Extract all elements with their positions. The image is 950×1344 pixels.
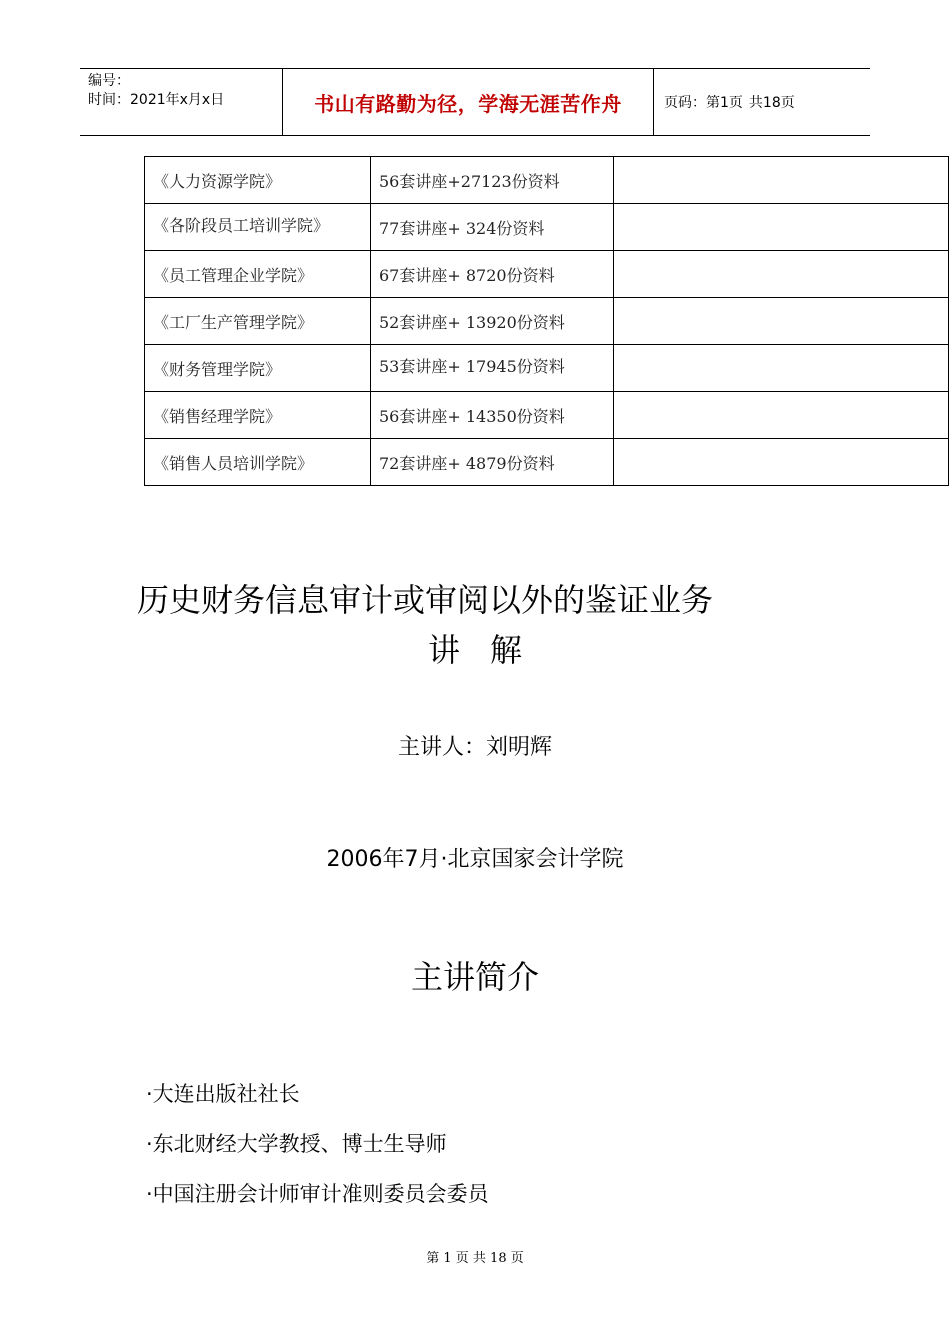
table-row — [145, 251, 949, 298]
table-cell-name: 《员工管理企业学院》 — [145, 251, 371, 298]
speaker-line: 主讲人：刘明辉 — [397, 735, 552, 760]
list-item: ·大连出版社社长 — [146, 1082, 300, 1106]
table-cell-note — [614, 251, 949, 298]
document-title: 历史财务信息审计或审阅以外的鉴证业务 — [136, 581, 713, 619]
table-cell-name: 《销售经理学院》 — [145, 392, 371, 439]
resource-table — [144, 156, 949, 486]
table-row — [145, 392, 949, 439]
table-cell-name: 《销售人员培训学院》 — [145, 439, 371, 486]
document-title-second-line: 讲解 — [427, 631, 552, 669]
table-cell-name: 《各阶段员工培训学院》 — [145, 204, 371, 251]
table-cell-note — [614, 439, 949, 486]
header-page-info — [654, 69, 870, 135]
intro-heading: 主讲简介 — [410, 958, 539, 996]
table-cell-name: 《工厂生产管理学院》 — [145, 298, 371, 345]
table-cell-detail: 56套讲座+27123份资料 — [371, 157, 614, 204]
table-cell-note — [614, 157, 949, 204]
table-cell-detail: 56套讲座+ 14350份资料 — [371, 392, 614, 439]
intro-list — [146, 1078, 489, 1228]
document-time-label: 时间：2021年x月x日 — [88, 92, 225, 108]
date-place-line: 2006年7月·北京国家会计学院 — [326, 847, 624, 872]
list-item: ·中国注册会计师审计准则委员会委员 — [146, 1182, 489, 1206]
table-cell-note — [614, 298, 949, 345]
table-row — [145, 345, 949, 392]
table-cell-detail: 53套讲座+ 17945份资料 — [371, 345, 614, 392]
table-row — [145, 439, 949, 486]
document-number-label: 编号： — [88, 73, 130, 89]
table-row — [145, 157, 949, 204]
table-row — [145, 298, 949, 345]
page-footer: 第 1 页 共 18 页 — [426, 1251, 524, 1266]
page-header — [80, 68, 870, 136]
table-row — [145, 204, 949, 251]
table-cell-detail: 77套讲座+ 324份资料 — [371, 204, 614, 251]
table-cell-name: 《人力资源学院》 — [145, 157, 371, 204]
table-cell-note — [614, 204, 949, 251]
table-cell-detail: 52套讲座+ 13920份资料 — [371, 298, 614, 345]
table-cell-note — [614, 345, 949, 392]
table-cell-detail: 67套讲座+ 8720份资料 — [371, 251, 614, 298]
table-cell-detail: 72套讲座+ 4879份资料 — [371, 439, 614, 486]
header-page-number: 页码：第1页 — [664, 95, 743, 111]
list-item: ·东北财经大学教授、博士生导师 — [146, 1132, 447, 1156]
header-meta — [80, 69, 282, 135]
header-motto: 书山有路勤为径，学海无涯苦作舟 — [282, 69, 654, 135]
header-page-total: 共18页 — [748, 95, 795, 111]
table-cell-note — [614, 392, 949, 439]
table-cell-name: 《财务管理学院》 — [145, 345, 371, 392]
